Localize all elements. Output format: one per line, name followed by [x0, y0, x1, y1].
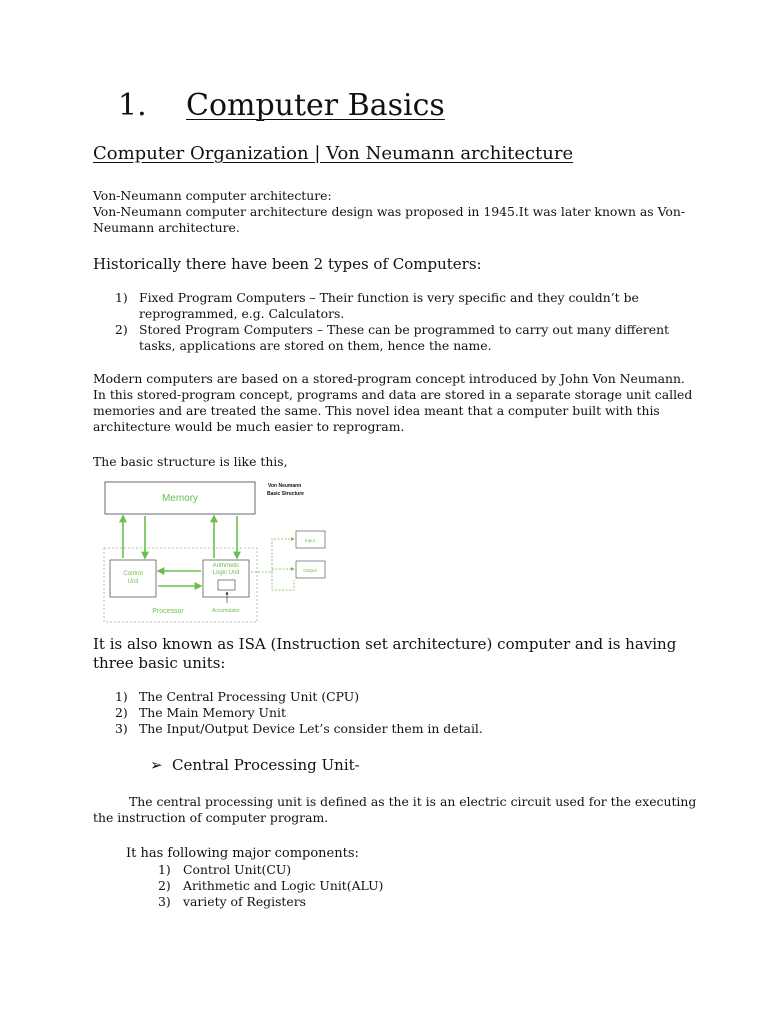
cpu-heading [150, 756, 360, 774]
units-list [93, 689, 693, 737]
io-connector [272, 572, 294, 590]
list-number: 1) [115, 689, 128, 704]
paragraph-line: architecture would be much easier to reprogram. [93, 419, 405, 434]
list-item [93, 721, 693, 737]
paragraph-line: memories and are treated the same. This novel idea meant that a computer built with this [93, 403, 660, 418]
page-title [118, 88, 445, 123]
control-unit-label: Unit [127, 579, 139, 585]
intro-line: Von-Neumann computer architecture: [93, 188, 332, 203]
components-heading: It has following major components: [126, 846, 359, 861]
paragraph-line: It is also known as ISA (Instruction set architecture) computer and is having [93, 635, 677, 653]
paragraph-line: three basic units: [93, 654, 226, 672]
list-text: Arithmetic and Logic Unit(ALU) [183, 878, 384, 893]
accumulator-label: Accumulator [212, 608, 240, 614]
list-text: tasks, applications are stored on them, hence the name. [139, 338, 492, 353]
list-number: 2) [115, 322, 128, 337]
list-item [158, 862, 558, 878]
paragraph-line: the instruction of computer program. [93, 810, 329, 825]
paragraph-line: In this stored-program concept, programs and data are stored in a separate storage unit called [93, 387, 693, 402]
list-text: The Central Processing Unit (CPU) [139, 689, 360, 704]
cpu-heading-text: Central Processing Unit- [172, 756, 360, 774]
isa-paragraph [93, 635, 713, 673]
output-label: Output [303, 568, 317, 573]
alu-label: Arithmetic [212, 563, 240, 569]
list-text: The Input/Output Device Let’s consider them in detail. [139, 721, 483, 736]
list-text: Stored Program Computers – These can be programmed to carry out many different [139, 322, 670, 337]
list-item [158, 894, 558, 910]
list-item [93, 705, 693, 721]
memory-label: Memory [161, 493, 199, 504]
section-title: Computer Basics [186, 88, 445, 123]
input-label: Input [304, 538, 316, 543]
processor-label: Processor [152, 608, 184, 615]
intro-line: Von-Neumann computer architecture design was proposed in 1945.It was later known as Von- [93, 204, 686, 219]
intro-paragraph [93, 188, 693, 236]
paragraph-line: Modern computers are based on a stored-program concept introduced by John Von Neumann. [93, 371, 685, 386]
list-item [93, 322, 693, 354]
paragraph-line: The central processing unit is defined as the it is an electric circuit used for the executing [129, 794, 697, 809]
list-number: 1) [158, 862, 171, 877]
list-text: The Main Memory Unit [139, 705, 286, 720]
modern-paragraph [93, 371, 713, 435]
list-number: 2) [115, 705, 128, 720]
io-connector [251, 539, 294, 572]
diagram-title: Basic Structure [267, 491, 304, 497]
subheading: Computer Organization | Von Neumann architecture [93, 143, 574, 164]
components-list [158, 862, 558, 910]
history-heading: Historically there have been 2 types of Computers: [93, 255, 482, 273]
cpu-paragraph [93, 794, 697, 826]
section-number: 1. [118, 88, 147, 123]
list-text: variety of Registers [183, 894, 307, 909]
accumulator-register [218, 580, 235, 590]
arrow-bullet-icon: ➢ [150, 756, 163, 774]
intro-line: Neumann architecture. [93, 220, 240, 235]
basic-structure-label: The basic structure is like this, [93, 454, 288, 469]
list-item [158, 878, 558, 894]
list-number: 3) [115, 721, 128, 736]
list-item [93, 290, 693, 322]
von-neumann-diagram [100, 476, 330, 624]
alu-label: Logic Unit [212, 570, 240, 576]
list-number: 3) [158, 894, 171, 909]
list-number: 2) [158, 878, 171, 893]
list-item [93, 689, 693, 705]
computer-types-list [93, 290, 693, 354]
control-unit-label: Control [123, 571, 143, 577]
diagram-title: Von Neumann [268, 483, 302, 489]
list-text: Control Unit(CU) [183, 862, 292, 877]
list-number: 1) [115, 290, 128, 305]
list-text: Fixed Program Computers – Their function is very specific and they couldn’t be [139, 290, 639, 305]
list-text: reprogrammed, e.g. Calculators. [139, 306, 345, 321]
